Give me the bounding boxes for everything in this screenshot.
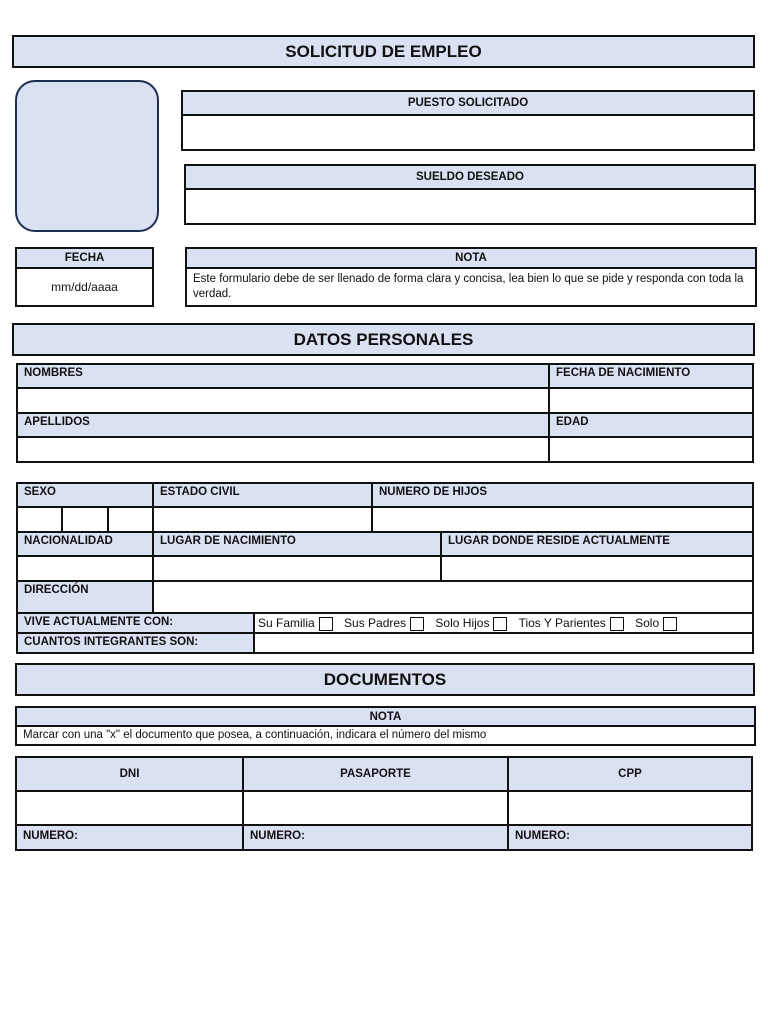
cpp-numero-label: NUMERO: [515, 830, 570, 842]
pasaporte-numero[interactable] [242, 824, 509, 851]
sexo-cell-2[interactable] [61, 506, 109, 533]
doc-nota-label-text: NOTA [369, 710, 402, 723]
vive-option-familia: Su Familia [258, 616, 315, 630]
direccion-label-text: DIRECCIÓN [24, 584, 89, 596]
nombres-label [16, 363, 550, 389]
apellidos-input[interactable] [16, 436, 550, 463]
nota-label-text: NOTA [455, 252, 487, 264]
lugar-reside-label-text: LUGAR DONDE RESIDE ACTUALMENTE [448, 535, 670, 547]
numero-hijos-label-text: NUMERO DE HIJOS [379, 486, 487, 498]
edad-label [548, 412, 754, 438]
pasaporte-header-text: PASAPORTE [340, 768, 411, 780]
vive-option-parientes: Tios Y Parientes [518, 616, 606, 630]
datos-personales-title: DATOS PERSONALES [293, 329, 474, 349]
documentos-title: DOCUMENTOS [323, 669, 447, 689]
sexo-label [16, 482, 154, 508]
edad-label-text: EDAD [556, 416, 589, 428]
nacionalidad-input[interactable] [16, 555, 154, 582]
fecha-nac-label [548, 363, 754, 389]
estado-civil-label [152, 482, 373, 508]
nota-box [185, 267, 757, 307]
sueldo-input[interactable] [184, 188, 756, 225]
estado-civil-input[interactable] [152, 506, 373, 533]
apellidos-label-text: APELLIDOS [24, 416, 90, 428]
dni-header [15, 756, 244, 792]
section-datos-personales [12, 323, 755, 356]
lugar-reside-label [440, 531, 754, 557]
vive-option-hijos: Solo Hijos [435, 616, 490, 630]
nota-label [185, 247, 757, 269]
doc-nota-text: Marcar con una "x" el documento que posea, a continuación, indicara el número del mismo [23, 729, 487, 741]
vive-option-solo: Solo [635, 616, 660, 630]
pasaporte-numero-label: NUMERO: [250, 830, 305, 842]
puesto-label-text: PUESTO SOLICITADO [407, 97, 529, 109]
fecha-nac-label-text: FECHA DE NACIMIENTO [556, 367, 691, 379]
lugar-nac-label [152, 531, 442, 557]
puesto-input[interactable] [181, 114, 755, 151]
pasaporte-mark[interactable] [242, 790, 509, 826]
direccion-label [16, 580, 154, 614]
checkbox-hijos[interactable] [493, 617, 507, 631]
sexo-cell-3[interactable] [107, 506, 154, 533]
direccion-input[interactable] [152, 580, 754, 614]
dni-numero-label: NUMERO: [23, 830, 78, 842]
cpp-numero[interactable] [507, 824, 753, 851]
lugar-reside-input[interactable] [440, 555, 754, 582]
vive-con-label [16, 612, 255, 634]
nota-text: Este formulario debe de ser llenado de forma clara y concisa, lea bien lo que se pide y responda con toda la verdad. [193, 273, 744, 300]
nombres-label-text: NOMBRES [24, 367, 83, 379]
numero-hijos-input[interactable] [371, 506, 754, 533]
fecha-label-text: FECHA [64, 252, 105, 264]
vive-option-padres: Sus Padres [344, 616, 407, 630]
numero-hijos-label [371, 482, 754, 508]
dni-mark[interactable] [15, 790, 244, 826]
apellidos-label [16, 412, 550, 438]
integrantes-label [16, 632, 255, 654]
integrantes-input[interactable] [253, 632, 754, 654]
checkbox-padres[interactable] [410, 617, 424, 631]
sueldo-label-text: SUELDO DESEADO [416, 171, 524, 183]
section-documentos [15, 663, 755, 696]
fecha-value: mm/dd/aaaa [51, 280, 118, 294]
sexo-cell-1[interactable] [16, 506, 63, 533]
fecha-nac-input[interactable] [548, 387, 754, 414]
pasaporte-header [242, 756, 509, 792]
lugar-nac-label-text: LUGAR DE NACIMIENTO [160, 535, 296, 547]
integrantes-label-text: CUANTOS INTEGRANTES SON: [24, 636, 199, 648]
vive-con-options [253, 612, 754, 634]
nacionalidad-label [16, 531, 154, 557]
doc-nota-box [15, 725, 756, 746]
sexo-label-text: SEXO [24, 486, 56, 498]
cpp-header [507, 756, 753, 792]
puesto-label [181, 90, 755, 116]
form-title [12, 35, 755, 68]
cpp-mark[interactable] [507, 790, 753, 826]
fecha-label [15, 247, 154, 269]
edad-input[interactable] [548, 436, 754, 463]
vive-con-label-text: VIVE ACTUALMENTE CON: [24, 616, 174, 628]
lugar-nac-input[interactable] [152, 555, 442, 582]
doc-nota-label [15, 706, 756, 727]
dni-numero[interactable] [15, 824, 244, 851]
nombres-input[interactable] [16, 387, 550, 414]
nacionalidad-label-text: NACIONALIDAD [24, 535, 113, 547]
fecha-input[interactable] [15, 267, 154, 307]
photo-box[interactable] [15, 80, 159, 232]
checkbox-familia[interactable] [319, 617, 333, 631]
cpp-header-text: CPP [618, 768, 642, 780]
checkbox-parientes[interactable] [610, 617, 624, 631]
estado-civil-label-text: ESTADO CIVIL [160, 486, 240, 498]
form-title-text: SOLICITUD DE EMPLEO [285, 41, 482, 61]
sueldo-label [184, 164, 756, 190]
checkbox-solo[interactable] [663, 617, 677, 631]
dni-header-text: DNI [119, 768, 140, 780]
